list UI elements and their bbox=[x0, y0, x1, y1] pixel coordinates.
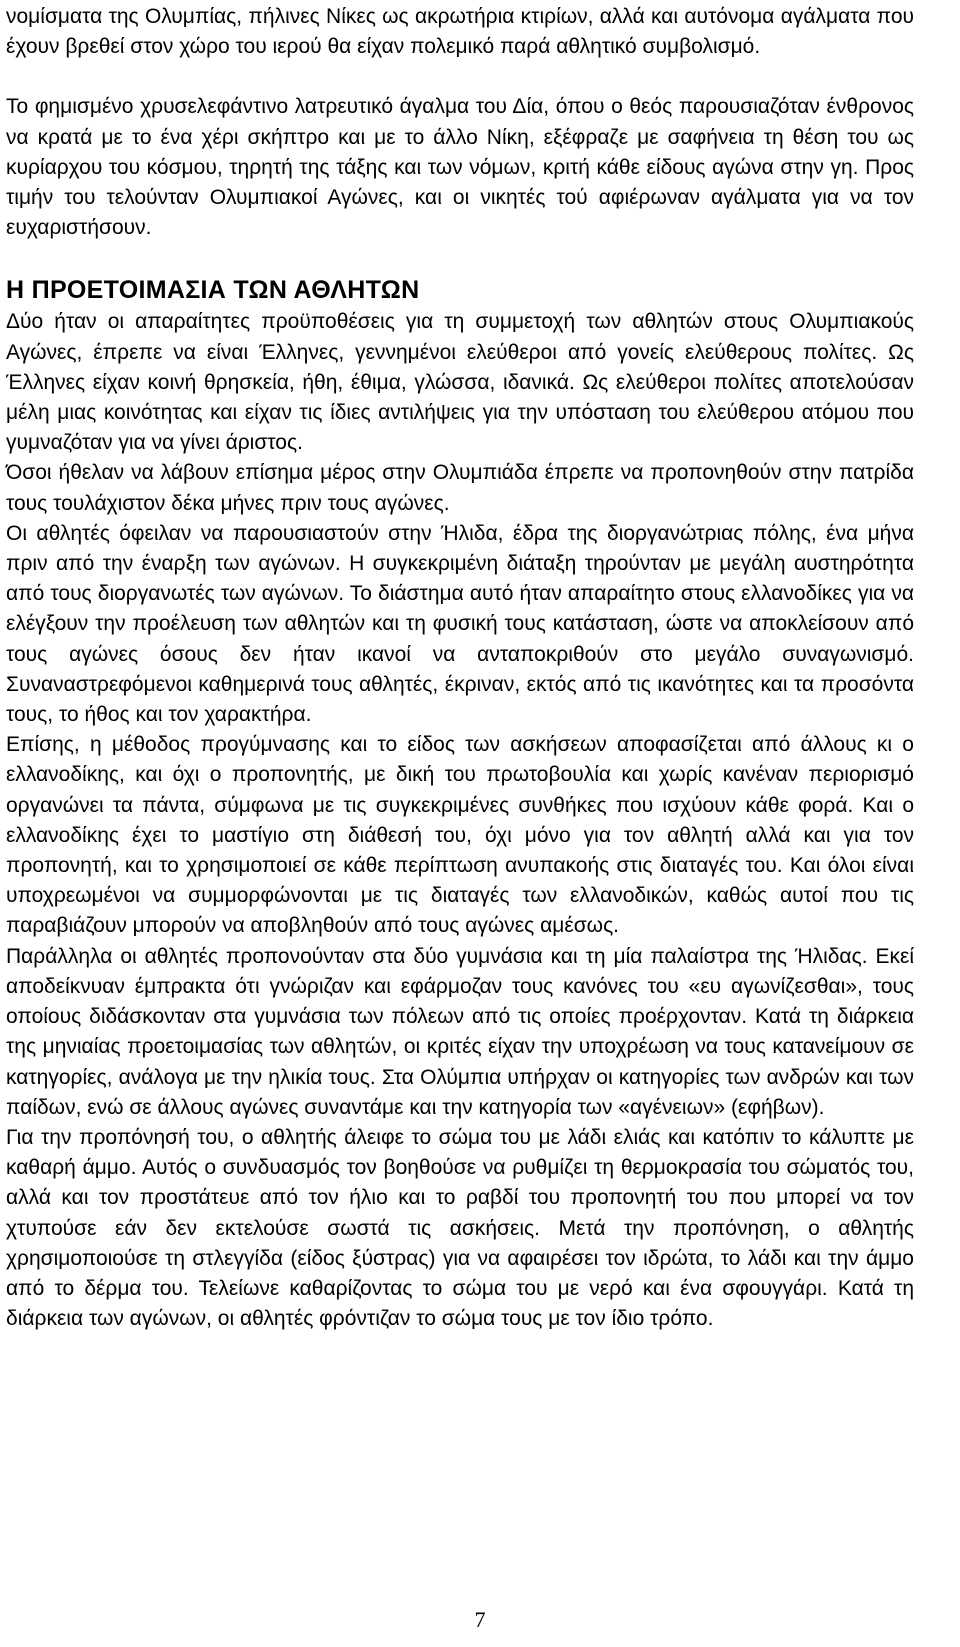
paragraph-participation-requirements: Δύο ήταν οι απαραίτητες προϋποθέσεις για τη συμμετοχή των αθλητών στους Ολυμπιακούς Αγώνες, έπρεπε να είναι Έλληνες, γεννημένοι ελεύθεροι από γονείς ελεύθερους πολίτες. Ως Έλληνες είχαν κοινή θρησκεία, ήθη, έθιμα, γλώσσα, ιδανικά. Ως ελεύθεροι πολίτες αποτελούσαν μέλη μιας κοινότητας και είχαν τις ίδιες αντιλήψεις για την υπόσταση του ελεύθερου ατόμου που γυμναζόταν για να γίνει άριστος. bbox=[6, 310, 914, 455]
paragraph-gymnasia-categories: Παράλληλα οι αθλητές προπονούνταν στα δύο γυμνάσια και τη μία παλαίστρα της Ήλιδας. Εκεί αποδείκνυαν έμπρακτα ότι γνώριζαν και εφάρμοζαν τους κανόνες του «ευ αγωνίζεσθαι», τους οποίους διδάσκονταν στα γυμνάσια των πόλεων από τις οποίες προέρχονταν. Κατά τη διάρκεια της μηνιαίας προετοιμασίας των αθλητών, οι κριτές είχαν την υποχρέωση να τους κατανείμουν σε κατηγορίες, ανάλογα με την ηλικία τους. Στα Ολύμπια υπήρχαν οι κατηγορίες των ανδρών και των παίδων, ενώ σε άλλους αγώνες συναντάμε και την κατηγορία των «αγένειων» (εφήβων). bbox=[6, 944, 914, 1119]
paragraph-hellanodikai-authority: Επίσης, η μέθοδος προγύμνασης και το είδος των ασκήσεων αποφασίζεται από άλλους κι ο ελλανοδίκης, και όχι ο προπονητής, με δική του πρωτοβουλία και χωρίς κανέναν περιορισμό οργανώνει τα πάντα, σύμφωνα με τις συγκεκριμένες συνθήκες που ισχύουν κάθε φορά. Και ο ελλανοδίκης έχει το μαστίγιο στη διάθεσή του, όχι μόνο για τον αθλητή αλλά και για τον προπονητή, και το χρησιμοποιεί σε κάθε περίπτωση ανυπακοής στις διαταγές του. Και όλοι είναι υποχρεωμένοι να συμμορφώνονται με τις διαταγές των ελλανοδικών, καθώς αυτοί που τις παραβιάζουν μπορούν να αποβληθούν από τους αγώνες αμέσως. bbox=[6, 733, 914, 938]
paragraph-spacer bbox=[6, 243, 914, 273]
paragraph-training-period: Όσοι ήθελαν να λάβουν επίσημα μέρος στην Ολυμπιάδα έπρεπε να προπονηθούν στην πατρίδα τους τουλάχιστον δέκα μήνες πριν τους αγώνες. bbox=[6, 461, 914, 515]
section-heading: Η ΠΡΟΕΤΟΙΜΑΣΙΑ ΤΩΝ ΑΘΛΗΤΩΝ bbox=[6, 276, 420, 305]
zeus-statue-paragraph: Το φημισμένο χρυσελεφάντινο λατρευτικό άγαλμα του Δία, όπου ο θεός παρουσιαζόταν ένθρονος να κρατά με το ένα χέρι σκήπτρο και με το άλλο Νίκη, εξέφραζε με σαφήνεια τη θέση του ως κυρίαρχου του κόσμου, τηρητή της τάξης και των νόμων, κριτή κάθε είδους αγώνα στην γη. Προς τιμήν του τελούνταν Ολυμπιακοί Αγώνες, και οι νικητές τού αφιέρωναν αγάλματα για να τον ευχαριστήσουν. bbox=[6, 95, 914, 240]
intro-paragraph: νομίσματα της Ολυμπίας, πήλινες Νίκες ως ακρωτήρια κτιρίων, αλλά και αυτόνομα αγάλματα που έχουν βρεθεί στον χώρο του ιερού θα είχαν πολεμικό παρά αθλητικό συμβολισμό. bbox=[6, 5, 914, 59]
paragraph-spacer bbox=[6, 62, 914, 92]
document-page bbox=[6, 0, 914, 1334]
paragraph-oil-and-sand: Για την προπόνησή του, ο αθλητής άλειφε το σώμα του με λάδι ελιάς και κατόπιν το κάλυπτε με καθαρή άμμο. Αυτός ο συνδυασμός τον βοηθούσε να ρυθμίζει τη θερμοκρασία του σώματός του, αλλά και τον προστάτευε από τον ήλιο και το ραβδί του προπονητή του που μπορεί να τον χτυπούσε εάν δεν εκτελούσε σωστά τις ασκήσεις. Μετά την προπόνηση, ο αθλητής χρησιμοποιούσε τη στλεγγίδα (είδος ξύστρας) για να αφαιρέσει τον ιδρώτα, το λάδι και την άμμο από το δέρμα του. Τελείωνε καθαρίζοντας το σώμα του με νερό και ένα σφουγγάρι. Κατά τη διάρκεια των αγώνων, οι αθλητές φρόντιζαν το σώμα τους με τον ίδιο τρόπο. bbox=[6, 1125, 914, 1331]
page-number: 7 bbox=[474, 1607, 486, 1632]
paragraph-arrival-elis: Οι αθλητές όφειλαν να παρουσιαστούν στην Ήλιδα, έδρα της διοργανώτριας πόλης, ένα μήνα πριν από την έναρξη των αγώνων. Η συγκεκριμένη διάταξη τηρούνταν με μεγάλη αυστηρότητα από τους διοργανωτές των αγώνων. Το διάστημα αυτό ήταν απαραίτητο στους ελλανοδίκες για να ελέγξουν την προέλευση των αθλητών και τη φυσική τους κατάσταση, ώστε να αποκλείσουν από τους αγώνες όσους δεν ήταν ικανοί να ανταποκριθούν στο μεγάλο συναγωνισμό. Συναναστρεφόμενοι καθημερινά τους αθλητές, έκριναν, εκτός από τις ικανότητες και τα προσόντα τους, το ήθος και τον χαρακτήρα. bbox=[6, 521, 914, 727]
